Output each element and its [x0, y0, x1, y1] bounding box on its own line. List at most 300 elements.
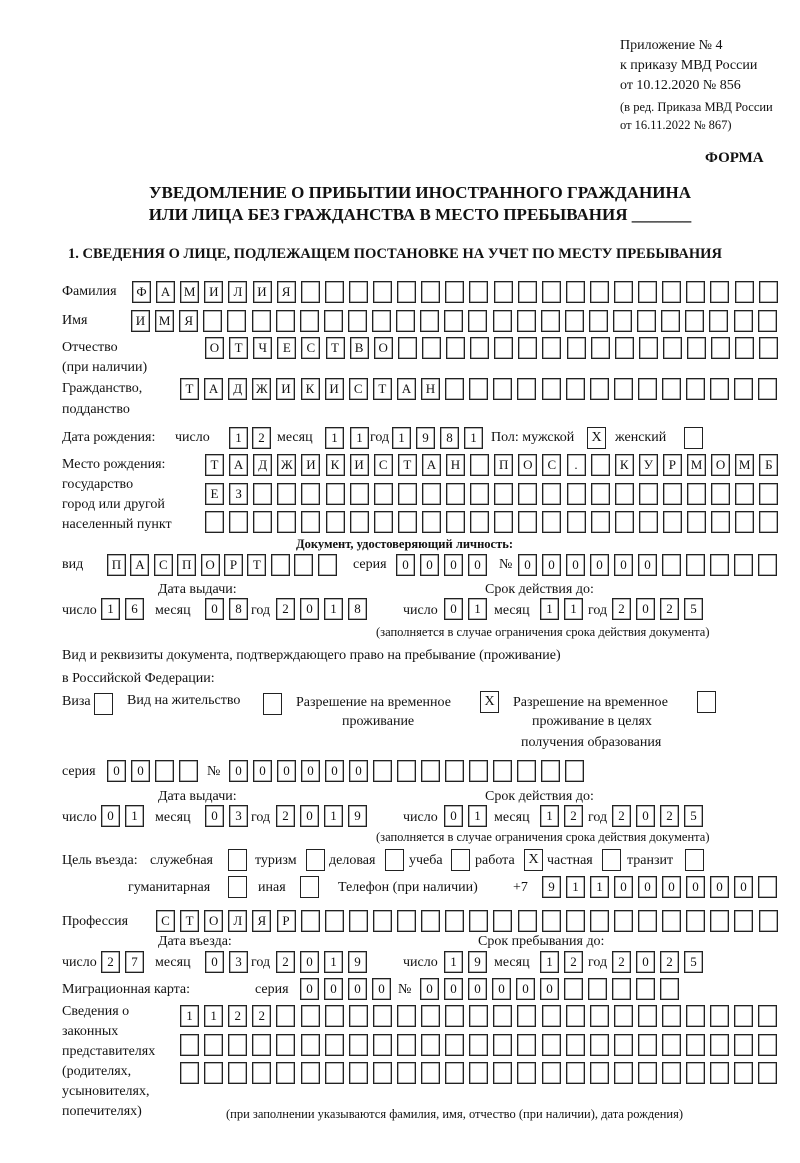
- char-cell[interactable]: [397, 1062, 416, 1084]
- char-cell[interactable]: [421, 1005, 440, 1027]
- char-cell[interactable]: [564, 978, 583, 1000]
- purpose-work-checkbox[interactable]: X: [524, 849, 543, 871]
- char-cell[interactable]: И: [325, 378, 344, 400]
- char-cell[interactable]: [277, 483, 296, 505]
- char-cell[interactable]: 7: [125, 951, 144, 973]
- char-cell[interactable]: [710, 910, 729, 932]
- char-cell[interactable]: 1: [540, 951, 559, 973]
- char-cell[interactable]: [324, 310, 343, 332]
- char-cell[interactable]: 0: [636, 951, 655, 973]
- char-cell[interactable]: [590, 1062, 609, 1084]
- char-cell[interactable]: 0: [229, 760, 248, 782]
- char-cell[interactable]: [373, 1005, 392, 1027]
- char-cell[interactable]: [518, 281, 537, 303]
- char-cell[interactable]: Ч: [253, 337, 272, 359]
- char-cell[interactable]: 0: [662, 876, 681, 898]
- char-cell[interactable]: О: [711, 454, 730, 476]
- char-cell[interactable]: [686, 378, 705, 400]
- char-cell[interactable]: [542, 281, 561, 303]
- char-cell[interactable]: 0: [277, 760, 296, 782]
- char-cell[interactable]: [662, 1062, 681, 1084]
- char-cell[interactable]: [252, 1034, 271, 1056]
- char-cell[interactable]: [614, 910, 633, 932]
- char-cell[interactable]: [422, 337, 441, 359]
- char-cell[interactable]: [639, 337, 658, 359]
- char-cell[interactable]: [758, 1062, 777, 1084]
- char-cell[interactable]: 0: [468, 554, 487, 576]
- char-cell[interactable]: Я: [179, 310, 198, 332]
- char-cell[interactable]: 0: [131, 760, 150, 782]
- char-cell[interactable]: А: [156, 281, 175, 303]
- char-cell[interactable]: [686, 554, 705, 576]
- char-cell[interactable]: [493, 310, 512, 332]
- sex-female-checkbox[interactable]: [684, 427, 703, 449]
- char-cell[interactable]: 8: [229, 598, 248, 620]
- char-cell[interactable]: [518, 511, 537, 533]
- char-cell[interactable]: [422, 511, 441, 533]
- char-cell[interactable]: [518, 483, 537, 505]
- char-cell[interactable]: [349, 281, 368, 303]
- char-cell[interactable]: [420, 310, 439, 332]
- char-cell[interactable]: [758, 554, 777, 576]
- char-cell[interactable]: [614, 281, 633, 303]
- char-cell[interactable]: 0: [396, 554, 415, 576]
- char-cell[interactable]: [590, 1034, 609, 1056]
- char-cell[interactable]: [541, 760, 560, 782]
- char-cell[interactable]: [374, 511, 393, 533]
- char-cell[interactable]: [759, 483, 778, 505]
- char-cell[interactable]: [350, 483, 369, 505]
- char-cell[interactable]: [372, 310, 391, 332]
- char-cell[interactable]: С: [156, 910, 175, 932]
- temp-residence-checkbox[interactable]: X: [480, 691, 499, 713]
- char-cell[interactable]: [470, 337, 489, 359]
- char-cell[interactable]: [421, 760, 440, 782]
- char-cell[interactable]: 0: [686, 876, 705, 898]
- purpose-humanitarian-checkbox[interactable]: [228, 876, 247, 898]
- char-cell[interactable]: Т: [326, 337, 345, 359]
- char-cell[interactable]: Т: [229, 337, 248, 359]
- char-cell[interactable]: [325, 281, 344, 303]
- char-cell[interactable]: [469, 281, 488, 303]
- char-cell[interactable]: 2: [228, 1005, 247, 1027]
- char-cell[interactable]: [591, 511, 610, 533]
- char-cell[interactable]: 1: [324, 951, 343, 973]
- char-cell[interactable]: И: [253, 281, 272, 303]
- char-cell[interactable]: 0: [372, 978, 391, 1000]
- char-cell[interactable]: П: [494, 454, 513, 476]
- char-cell[interactable]: 2: [660, 805, 679, 827]
- char-cell[interactable]: [710, 554, 729, 576]
- char-cell[interactable]: [469, 378, 488, 400]
- purpose-study-checkbox[interactable]: [451, 849, 470, 871]
- char-cell[interactable]: [445, 281, 464, 303]
- char-cell[interactable]: [444, 310, 463, 332]
- char-cell[interactable]: [493, 910, 512, 932]
- char-cell[interactable]: Л: [228, 910, 247, 932]
- char-cell[interactable]: [759, 910, 778, 932]
- char-cell[interactable]: [565, 310, 584, 332]
- char-cell[interactable]: [493, 1062, 512, 1084]
- char-cell[interactable]: [662, 910, 681, 932]
- char-cell[interactable]: [301, 281, 320, 303]
- char-cell[interactable]: С: [542, 454, 561, 476]
- char-cell[interactable]: [638, 910, 657, 932]
- char-cell[interactable]: И: [276, 378, 295, 400]
- char-cell[interactable]: [735, 281, 754, 303]
- char-cell[interactable]: 0: [324, 978, 343, 1000]
- char-cell[interactable]: [759, 281, 778, 303]
- char-cell[interactable]: [639, 511, 658, 533]
- char-cell[interactable]: 0: [300, 805, 319, 827]
- char-cell[interactable]: [685, 310, 704, 332]
- char-cell[interactable]: 0: [300, 951, 319, 973]
- char-cell[interactable]: 2: [564, 951, 583, 973]
- char-cell[interactable]: [566, 1062, 585, 1084]
- char-cell[interactable]: [662, 554, 681, 576]
- char-cell[interactable]: [493, 1034, 512, 1056]
- char-cell[interactable]: [271, 554, 290, 576]
- char-cell[interactable]: 0: [518, 554, 537, 576]
- char-cell[interactable]: 5: [684, 598, 703, 620]
- char-cell[interactable]: [445, 1062, 464, 1084]
- char-cell[interactable]: 0: [566, 554, 585, 576]
- char-cell[interactable]: 5: [684, 805, 703, 827]
- purpose-other-checkbox[interactable]: [300, 876, 319, 898]
- char-cell[interactable]: О: [201, 554, 220, 576]
- char-cell[interactable]: Е: [277, 337, 296, 359]
- char-cell[interactable]: М: [180, 281, 199, 303]
- char-cell[interactable]: [494, 483, 513, 505]
- char-cell[interactable]: [445, 910, 464, 932]
- char-cell[interactable]: [493, 760, 512, 782]
- char-cell[interactable]: 1: [444, 951, 463, 973]
- char-cell[interactable]: [638, 378, 657, 400]
- char-cell[interactable]: Т: [398, 454, 417, 476]
- char-cell[interactable]: [542, 1005, 561, 1027]
- char-cell[interactable]: 0: [300, 598, 319, 620]
- char-cell[interactable]: [470, 511, 489, 533]
- char-cell[interactable]: 8: [348, 598, 367, 620]
- char-cell[interactable]: Е: [205, 483, 224, 505]
- char-cell[interactable]: 0: [614, 554, 633, 576]
- char-cell[interactable]: 1: [125, 805, 144, 827]
- char-cell[interactable]: [589, 310, 608, 332]
- char-cell[interactable]: О: [204, 910, 223, 932]
- char-cell[interactable]: О: [374, 337, 393, 359]
- char-cell[interactable]: [398, 337, 417, 359]
- char-cell[interactable]: [276, 1005, 295, 1027]
- char-cell[interactable]: .: [567, 454, 586, 476]
- char-cell[interactable]: [493, 378, 512, 400]
- char-cell[interactable]: [759, 511, 778, 533]
- char-cell[interactable]: [662, 281, 681, 303]
- char-cell[interactable]: [663, 511, 682, 533]
- char-cell[interactable]: 0: [205, 805, 224, 827]
- char-cell[interactable]: [686, 910, 705, 932]
- char-cell[interactable]: 2: [276, 805, 295, 827]
- char-cell[interactable]: [301, 910, 320, 932]
- char-cell[interactable]: 9: [542, 876, 561, 898]
- char-cell[interactable]: Н: [446, 454, 465, 476]
- char-cell[interactable]: [565, 760, 584, 782]
- char-cell[interactable]: [300, 310, 319, 332]
- char-cell[interactable]: [325, 1005, 344, 1027]
- char-cell[interactable]: Т: [180, 910, 199, 932]
- purpose-private-checkbox[interactable]: [602, 849, 621, 871]
- char-cell[interactable]: [229, 511, 248, 533]
- char-cell[interactable]: 0: [444, 554, 463, 576]
- char-cell[interactable]: [709, 310, 728, 332]
- char-cell[interactable]: [349, 1062, 368, 1084]
- char-cell[interactable]: [734, 910, 753, 932]
- char-cell[interactable]: 0: [205, 951, 224, 973]
- purpose-official-checkbox[interactable]: [228, 849, 247, 871]
- char-cell[interactable]: [494, 511, 513, 533]
- char-cell[interactable]: 1: [325, 427, 344, 449]
- char-cell[interactable]: [638, 1034, 657, 1056]
- char-cell[interactable]: Ф: [132, 281, 151, 303]
- char-cell[interactable]: В: [350, 337, 369, 359]
- char-cell[interactable]: [542, 910, 561, 932]
- char-cell[interactable]: [615, 337, 634, 359]
- char-cell[interactable]: 2: [612, 951, 631, 973]
- char-cell[interactable]: [591, 483, 610, 505]
- char-cell[interactable]: 0: [300, 978, 319, 1000]
- char-cell[interactable]: Т: [373, 378, 392, 400]
- char-cell[interactable]: 9: [348, 951, 367, 973]
- char-cell[interactable]: [636, 978, 655, 1000]
- char-cell[interactable]: [735, 483, 754, 505]
- char-cell[interactable]: Р: [663, 454, 682, 476]
- sex-male-checkbox[interactable]: X: [587, 427, 606, 449]
- char-cell[interactable]: [446, 511, 465, 533]
- char-cell[interactable]: [710, 281, 729, 303]
- char-cell[interactable]: К: [615, 454, 634, 476]
- char-cell[interactable]: [180, 1062, 199, 1084]
- char-cell[interactable]: [468, 310, 487, 332]
- char-cell[interactable]: Т: [205, 454, 224, 476]
- char-cell[interactable]: З: [229, 483, 248, 505]
- char-cell[interactable]: [227, 310, 246, 332]
- char-cell[interactable]: [494, 337, 513, 359]
- char-cell[interactable]: М: [735, 454, 754, 476]
- char-cell[interactable]: 0: [205, 598, 224, 620]
- char-cell[interactable]: [711, 483, 730, 505]
- char-cell[interactable]: [373, 281, 392, 303]
- char-cell[interactable]: 2: [660, 951, 679, 973]
- char-cell[interactable]: [542, 1034, 561, 1056]
- char-cell[interactable]: [614, 1005, 633, 1027]
- char-cell[interactable]: [686, 1062, 705, 1084]
- char-cell[interactable]: [470, 483, 489, 505]
- char-cell[interactable]: [348, 310, 367, 332]
- char-cell[interactable]: [638, 1005, 657, 1027]
- purpose-business-checkbox[interactable]: [385, 849, 404, 871]
- char-cell[interactable]: [613, 310, 632, 332]
- char-cell[interactable]: [228, 1062, 247, 1084]
- char-cell[interactable]: 1: [540, 805, 559, 827]
- char-cell[interactable]: 6: [125, 598, 144, 620]
- char-cell[interactable]: [276, 1062, 295, 1084]
- char-cell[interactable]: М: [155, 310, 174, 332]
- char-cell[interactable]: [637, 310, 656, 332]
- char-cell[interactable]: 1: [324, 805, 343, 827]
- char-cell[interactable]: [469, 760, 488, 782]
- char-cell[interactable]: 0: [420, 554, 439, 576]
- char-cell[interactable]: [518, 910, 537, 932]
- char-cell[interactable]: [203, 310, 222, 332]
- char-cell[interactable]: К: [301, 378, 320, 400]
- char-cell[interactable]: [710, 1005, 729, 1027]
- char-cell[interactable]: [294, 554, 313, 576]
- char-cell[interactable]: [326, 483, 345, 505]
- char-cell[interactable]: К: [326, 454, 345, 476]
- char-cell[interactable]: Б: [759, 454, 778, 476]
- char-cell[interactable]: 2: [612, 805, 631, 827]
- char-cell[interactable]: [686, 281, 705, 303]
- char-cell[interactable]: [326, 511, 345, 533]
- char-cell[interactable]: 0: [444, 805, 463, 827]
- char-cell[interactable]: Ж: [252, 378, 271, 400]
- char-cell[interactable]: С: [374, 454, 393, 476]
- char-cell[interactable]: 0: [638, 554, 657, 576]
- char-cell[interactable]: [277, 511, 296, 533]
- char-cell[interactable]: [734, 310, 753, 332]
- char-cell[interactable]: 0: [468, 978, 487, 1000]
- char-cell[interactable]: [566, 910, 585, 932]
- char-cell[interactable]: [180, 1034, 199, 1056]
- char-cell[interactable]: [445, 760, 464, 782]
- char-cell[interactable]: [686, 1005, 705, 1027]
- char-cell[interactable]: [758, 1034, 777, 1056]
- char-cell[interactable]: 2: [101, 951, 120, 973]
- char-cell[interactable]: 0: [420, 978, 439, 1000]
- char-cell[interactable]: 2: [252, 427, 271, 449]
- char-cell[interactable]: [567, 337, 586, 359]
- char-cell[interactable]: А: [397, 378, 416, 400]
- char-cell[interactable]: [687, 337, 706, 359]
- char-cell[interactable]: 0: [638, 876, 657, 898]
- char-cell[interactable]: [660, 978, 679, 1000]
- char-cell[interactable]: [517, 1062, 536, 1084]
- char-cell[interactable]: И: [131, 310, 150, 332]
- char-cell[interactable]: 5: [684, 951, 703, 973]
- char-cell[interactable]: [591, 337, 610, 359]
- char-cell[interactable]: П: [107, 554, 126, 576]
- char-cell[interactable]: 3: [229, 951, 248, 973]
- char-cell[interactable]: Р: [277, 910, 296, 932]
- char-cell[interactable]: М: [687, 454, 706, 476]
- char-cell[interactable]: [422, 483, 441, 505]
- char-cell[interactable]: 0: [348, 978, 367, 1000]
- char-cell[interactable]: [253, 511, 272, 533]
- char-cell[interactable]: 0: [253, 760, 272, 782]
- char-cell[interactable]: [373, 760, 392, 782]
- purpose-transit-checkbox[interactable]: [685, 849, 704, 871]
- char-cell[interactable]: [517, 1034, 536, 1056]
- char-cell[interactable]: 1: [464, 427, 483, 449]
- char-cell[interactable]: [758, 876, 777, 898]
- char-cell[interactable]: [397, 910, 416, 932]
- char-cell[interactable]: [446, 483, 465, 505]
- char-cell[interactable]: [318, 554, 337, 576]
- char-cell[interactable]: [542, 483, 561, 505]
- char-cell[interactable]: [301, 1034, 320, 1056]
- char-cell[interactable]: С: [154, 554, 173, 576]
- char-cell[interactable]: [204, 1062, 223, 1084]
- char-cell[interactable]: 1: [564, 598, 583, 620]
- char-cell[interactable]: [614, 1034, 633, 1056]
- char-cell[interactable]: 1: [540, 598, 559, 620]
- char-cell[interactable]: [759, 337, 778, 359]
- char-cell[interactable]: [661, 310, 680, 332]
- char-cell[interactable]: 1: [324, 598, 343, 620]
- char-cell[interactable]: Л: [228, 281, 247, 303]
- char-cell[interactable]: [588, 978, 607, 1000]
- char-cell[interactable]: 1: [180, 1005, 199, 1027]
- char-cell[interactable]: [349, 1005, 368, 1027]
- char-cell[interactable]: [373, 1062, 392, 1084]
- char-cell[interactable]: Н: [421, 378, 440, 400]
- char-cell[interactable]: [301, 511, 320, 533]
- char-cell[interactable]: [663, 483, 682, 505]
- char-cell[interactable]: 1: [468, 805, 487, 827]
- char-cell[interactable]: [542, 378, 561, 400]
- char-cell[interactable]: [204, 1034, 223, 1056]
- char-cell[interactable]: [686, 1034, 705, 1056]
- char-cell[interactable]: [612, 978, 631, 1000]
- char-cell[interactable]: [398, 511, 417, 533]
- char-cell[interactable]: 0: [710, 876, 729, 898]
- char-cell[interactable]: 1: [101, 598, 120, 620]
- char-cell[interactable]: 0: [444, 978, 463, 1000]
- char-cell[interactable]: П: [177, 554, 196, 576]
- char-cell[interactable]: [758, 1005, 777, 1027]
- char-cell[interactable]: 0: [444, 598, 463, 620]
- char-cell[interactable]: 1: [229, 427, 248, 449]
- char-cell[interactable]: [421, 910, 440, 932]
- char-cell[interactable]: 0: [492, 978, 511, 1000]
- char-cell[interactable]: 8: [440, 427, 459, 449]
- char-cell[interactable]: [350, 511, 369, 533]
- char-cell[interactable]: А: [422, 454, 441, 476]
- char-cell[interactable]: [542, 337, 561, 359]
- char-cell[interactable]: [421, 1034, 440, 1056]
- char-cell[interactable]: Т: [180, 378, 199, 400]
- char-cell[interactable]: 3: [229, 805, 248, 827]
- char-cell[interactable]: [373, 1034, 392, 1056]
- char-cell[interactable]: 0: [734, 876, 753, 898]
- char-cell[interactable]: [397, 1005, 416, 1027]
- char-cell[interactable]: [615, 511, 634, 533]
- char-cell[interactable]: [397, 760, 416, 782]
- char-cell[interactable]: [687, 483, 706, 505]
- char-cell[interactable]: [469, 1062, 488, 1084]
- char-cell[interactable]: [276, 1034, 295, 1056]
- char-cell[interactable]: [710, 1034, 729, 1056]
- char-cell[interactable]: Я: [277, 281, 296, 303]
- char-cell[interactable]: 9: [348, 805, 367, 827]
- char-cell[interactable]: [518, 337, 537, 359]
- char-cell[interactable]: А: [229, 454, 248, 476]
- char-cell[interactable]: [469, 910, 488, 932]
- char-cell[interactable]: С: [301, 337, 320, 359]
- char-cell[interactable]: [710, 1062, 729, 1084]
- char-cell[interactable]: [301, 1062, 320, 1084]
- char-cell[interactable]: 0: [325, 760, 344, 782]
- char-cell[interactable]: [615, 483, 634, 505]
